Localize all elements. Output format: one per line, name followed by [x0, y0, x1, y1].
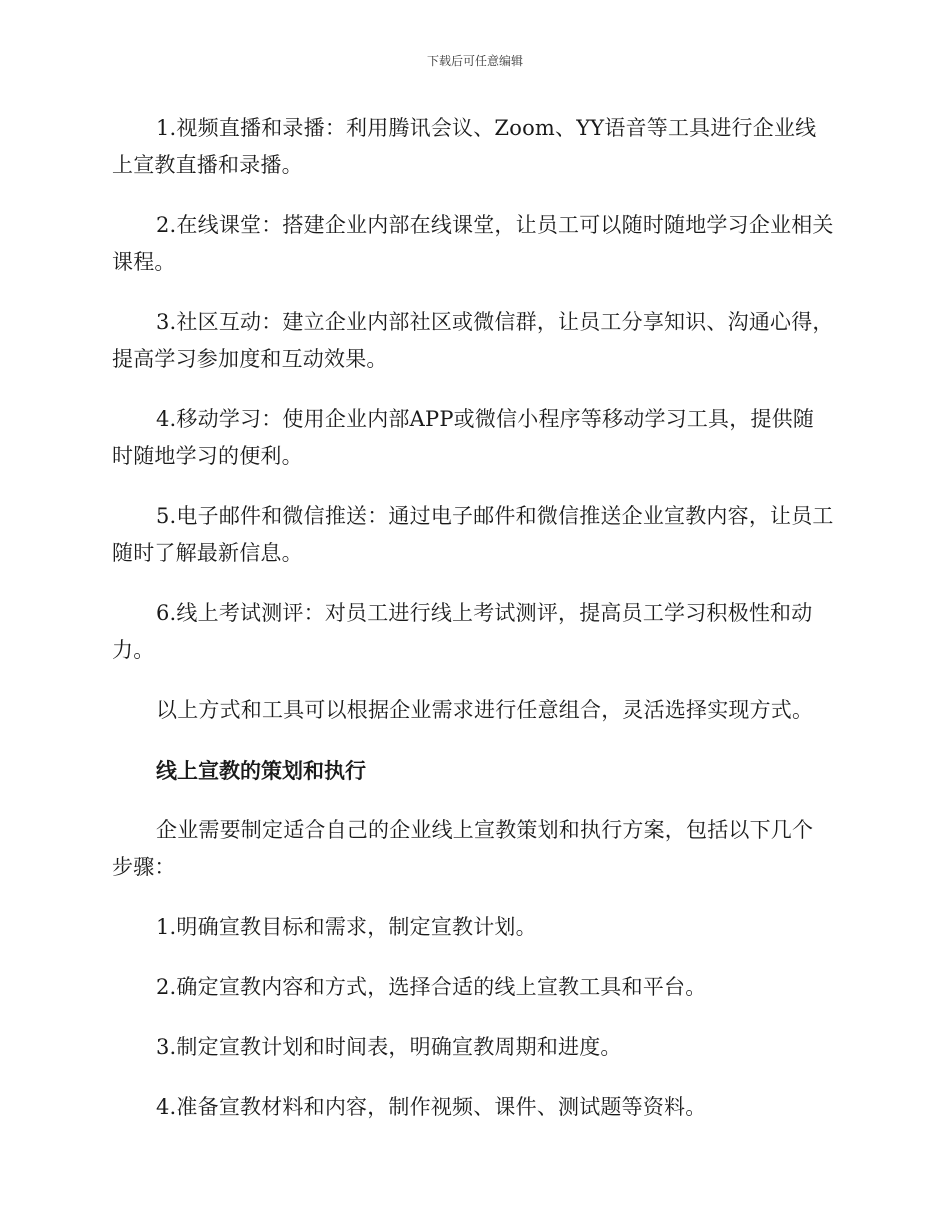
paragraph-intro-steps: 企业需要制定适合自己的企业线上宣教策划和执行方案，包括以下几个步骤：: [112, 818, 814, 879]
document-body: [112, 110, 834, 1149]
page-header: 下载后可任意编辑: [426, 54, 523, 68]
step-item-1: 1.明确宣教目标和需求，制定宣教计划。: [156, 915, 537, 939]
step-item-4: 4.准备宣教材料和内容，制作视频、课件、测试题等资料。: [156, 1095, 707, 1119]
section-heading: 线上宣教的策划和执行: [156, 758, 366, 783]
step-item-3: 3.制定宣教计划和时间表，明确宣教周期和进度。: [156, 1035, 622, 1059]
paragraph-online-classroom: 2.在线课堂：搭建企业内部在线课堂，让员工可以随时随地学习企业相关课程。: [112, 213, 834, 274]
paragraph-email-wechat: 5.电子邮件和微信推送：通过电子邮件和微信推送企业宣教内容，让员工随时了解最新信息。: [112, 504, 834, 565]
paragraph-video-live: 1.视频直播和录播：利用腾讯会议、Zoom、YY语音等工具进行企业线上宣教直播和录播。: [112, 116, 817, 177]
paragraph-combination: 以上方式和工具可以根据企业需求进行任意组合，灵活选择实现方式。: [156, 698, 814, 722]
paragraph-mobile-learning: 4.移动学习：使用企业内部APP或微信小程序等移动学习工具，提供随时随地学习的便利。: [112, 407, 815, 468]
paragraph-community: 3.社区互动：建立企业内部社区或微信群，让员工分享知识、沟通心得，提高学习参加度和互动效果。: [112, 310, 834, 371]
paragraph-online-exam: 6.线上考试测评：对员工进行线上考试测评，提高员工学习积极性和动力。: [112, 601, 813, 662]
step-item-2: 2.确定宣教内容和方式，选择合适的线上宣教工具和平台。: [156, 975, 707, 999]
